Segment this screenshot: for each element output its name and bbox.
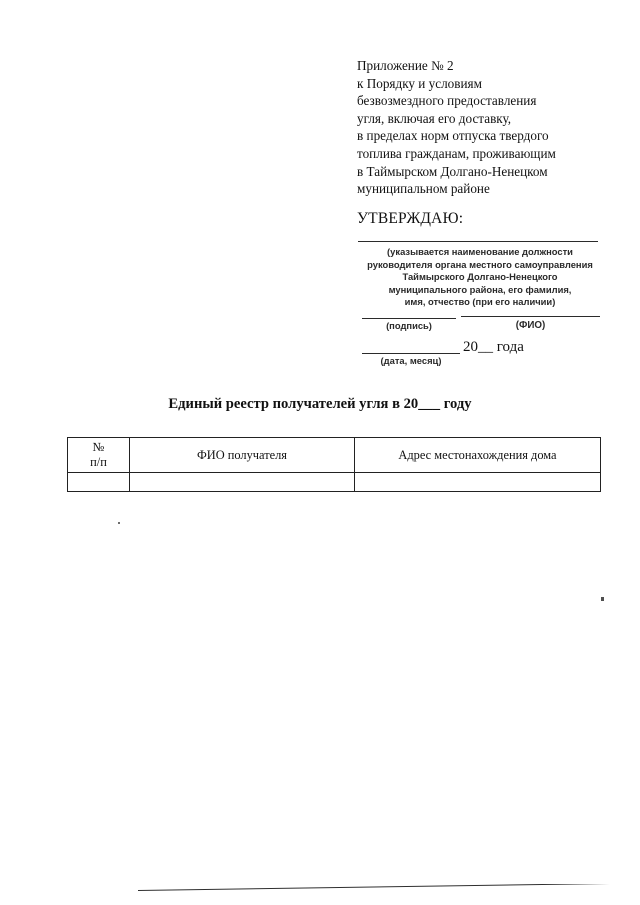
date-rule (362, 353, 460, 354)
signature-rule (362, 318, 456, 319)
cell-fio (130, 473, 355, 492)
appendix-line: угля, включая его доставку, (357, 110, 512, 126)
appendix-line: в пределах норм отпуска твердого (357, 128, 549, 144)
appendix-line: Приложение № 2 (357, 58, 454, 73)
appendix-line: топлива гражданам, проживающим (357, 145, 556, 161)
registry-table-head (68, 438, 601, 473)
position-caption-line: имя, отчество (при его наличии) (404, 296, 556, 308)
appendix-line: в Таймырском Долгано-Ненецком (357, 163, 548, 179)
position-caption-line: муниципального района, его фамилия, (388, 283, 572, 295)
date-year-text: 20__ года (463, 339, 524, 355)
position-caption-line: Таймырского Долгано-Ненецкого (402, 271, 558, 283)
appendix-line: к Порядку и условиям (357, 75, 482, 91)
table-row (68, 473, 601, 492)
table-header-row (68, 438, 601, 473)
column-header-number (68, 438, 130, 473)
cell-number (68, 473, 130, 492)
appendix-line: безвозмездного предоставления (357, 93, 537, 109)
appendix-reference-block (357, 57, 607, 198)
appendix-line: муниципальном районе (357, 181, 490, 197)
position-caption (356, 246, 604, 309)
position-caption-line: руководителя органа местного самоуправления (367, 258, 593, 270)
column-header-number-line2: п/п (90, 455, 107, 469)
scan-edge-line (138, 884, 640, 894)
position-signature-rule (358, 241, 598, 242)
registry-table (67, 437, 601, 492)
registry-table-body (68, 473, 601, 492)
fio-caption: (ФИО) (515, 320, 546, 331)
signature-caption: (подпись) (386, 320, 432, 331)
date-caption: (дата, месяц) (380, 355, 442, 366)
scan-speck-artifact (118, 522, 120, 524)
column-header-fio: ФИО получателя (130, 438, 355, 473)
fio-rule (461, 316, 600, 317)
column-header-number-line1: № (92, 440, 105, 454)
column-header-address: Адрес местонахождения дома (355, 438, 601, 473)
cell-address (355, 473, 601, 492)
approval-heading: УТВЕРЖДАЮ: (357, 210, 464, 227)
registry-title: Единый реестр получателей угля в 20___ году (168, 396, 472, 412)
position-caption-line: (указывается наименование должности (387, 246, 573, 257)
scan-speck-artifact (601, 597, 604, 601)
